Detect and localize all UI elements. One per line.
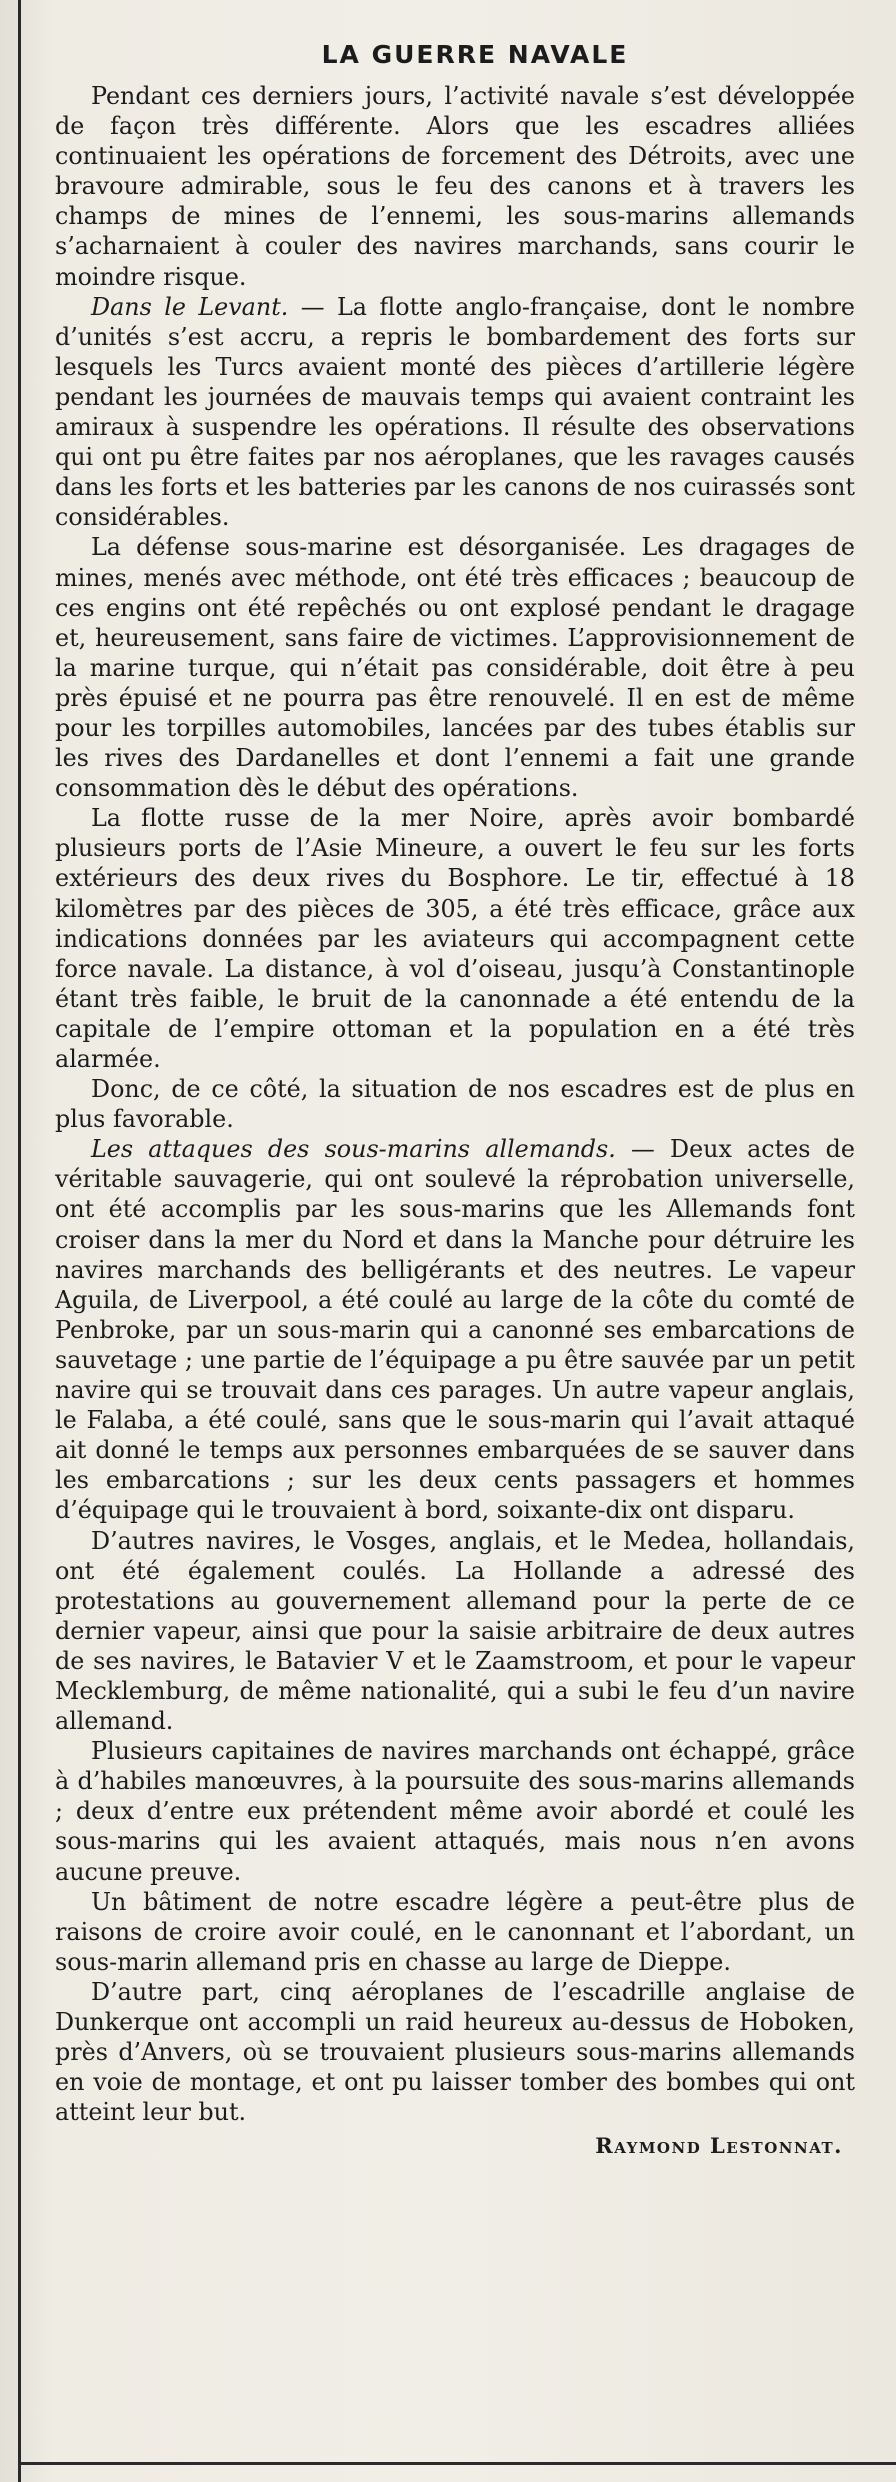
paragraph-lead: Dans le Levant. [91, 292, 289, 321]
paragraph-text: Pendant ces derniers jours, l’activité navale s’est développée de façon très différente. Alors que les escadres alliées continuaient les opérations de forcement des Détroits, avec une bravoure admirable, sous le feu des canons et à travers les champs de mines de l’ennemi, les sous-marins allemands s’acharnaient à couler des navires marchands, sans courir le moindre risque. [55, 82, 855, 291]
paragraph-text: La flotte russe de la mer Noire, après avoir bombardé plusieurs ports de l’Asie Mineure, a ouvert le feu sur les forts extérieurs des deux rives du Bosphore. Le tir, effectué à 18 kilomètres par des pièces de 305, a été très efficace, grâce aux indications données par les aviateurs qui accompagnent cette force navale. La distance, à vol d’oiseau, jusqu’à Constantinople étant très faible, le bruit de la canonnade a été entendu de la capitale de l’empire ottoman et la population en a été très alarmée. [55, 804, 855, 1073]
paragraph-2 [55, 292, 855, 533]
paragraph-8 [55, 1736, 855, 1886]
paragraph-6 [55, 1134, 855, 1525]
paragraph-text: — La flotte anglo-française, dont le nombre d’unités s’est accru, a repris le bombardement des forts sur lesquels les Turcs avaient monté des pièces d’artillerie légère pendant les journées de mauvais temps qui avaient contraint les amiraux à suspendre les opérations. Il résulte des observations qui ont pu être faites par nos aéroplanes, que les ravages causés dans les forts et les batteries par les canons de nos cuirassés sont considérables. [55, 292, 855, 532]
paragraph-5 [55, 1074, 855, 1134]
article [55, 30, 855, 2158]
paragraph-1 [55, 81, 855, 292]
paragraph-text: — Deux actes de véritable sauvagerie, qui ont soulevé la réprobation universelle, ont été accomplis par les sous-marins que les Allemands font croiser dans la mer du Nord et dans la Manche pour détruire les navires marchands des belligérants et des neutres. Le vapeur Aguila, de Liverpool, a été coulé au large de la côte du comté de Penbroke, par un sous-marin qui a canonné ses embarcations de sauvetage ; une partie de l’équipage a pu être sauvée par un petit navire qui se trouvait dans ces parages. Un autre vapeur anglais, le Falaba, a été coulé, sans que le sous-marin qui l’avait attaqué ait donné le temps aux personnes embarquées de se sauver dans les embarcations ; sur les deux cents passagers et hommes d’équipage qui le trouvaient à bord, soixante-dix ont disparu. [55, 1135, 855, 1525]
paragraph-lead: Les attaques des sous-marins allemands. [91, 1135, 616, 1164]
column-rule-bottom [18, 2462, 896, 2465]
paragraph-9 [55, 1887, 855, 1977]
paragraph-text: D’autre part, cinq aéroplanes de l’escadrille anglaise de Dunkerque ont accompli un raid heureux au-dessus de Hoboken, près d’Anvers, où se trouvaient plusieurs sous-marins allemands en voie de montage, et ont pu laisser tomber des bombes qui ont atteint leur but. [55, 1977, 855, 2127]
paragraph-text: Donc, de ce côté, la situation de nos escadres est de plus en plus favorable. [55, 1075, 855, 1134]
paragraph-text: Un bâtiment de notre escadre légère a peut-être plus de raisons de croire avoir coulé, en le canonnant et l’abordant, un sous-marin allemand pris en chasse au large de Dieppe. [55, 1887, 855, 1976]
author-signature: Raymond Lestonnat. [595, 2133, 843, 2159]
paragraph-7 [55, 1526, 855, 1737]
column-rule-left [18, 0, 21, 2482]
paragraph-text: Plusieurs capitaines de navires marchands ont échappé, grâce à d’habiles manœuvres, à la poursuite des sous-marins allemands ; deux d’entre eux prétendent même avoir abordé et coulé les sous-marins qui les avaient attaqués, mais nous n’en avons aucune preuve. [55, 1737, 855, 1886]
paragraph-10 [55, 1977, 855, 2127]
paragraph-text: D’autres navires, le Vosges, anglais, et le Medea, hollandais, ont été également coulés. La Hollande a adressé des protestations au gouvernement allemand pour la perte de ce dernier vapeur, ainsi que pour la saisie arbitraire de deux autres de ses navires, le Batavier V et le Zaamstroom, et pour le vapeur Mecklemburg, de même nationalité, qui a subi le feu d’un navire allemand. [55, 1526, 855, 1736]
paragraph-text: La défense sous-marine est désorganisée. Les dragages de mines, menés avec méthode, ont été très efficaces ; beaucoup de ces engins ont été repêchés ou ont explosé pendant le dragage et, heureusement, sans faire de victimes. L’approvisionnement de la marine turque, qui n’était pas considérable, doit être à peu près épuisé et ne pourra pas être renouvelé. Il en est de même pour les torpilles automobiles, lancées par des tubes établis sur les rives des Dardanelles et dont l’ennemi a fait une grande consommation dès le début des opérations. [55, 533, 855, 803]
paragraph-3 [55, 532, 855, 803]
article-title: LA GUERRE NAVALE [321, 40, 629, 69]
paragraph-4 [55, 803, 855, 1074]
